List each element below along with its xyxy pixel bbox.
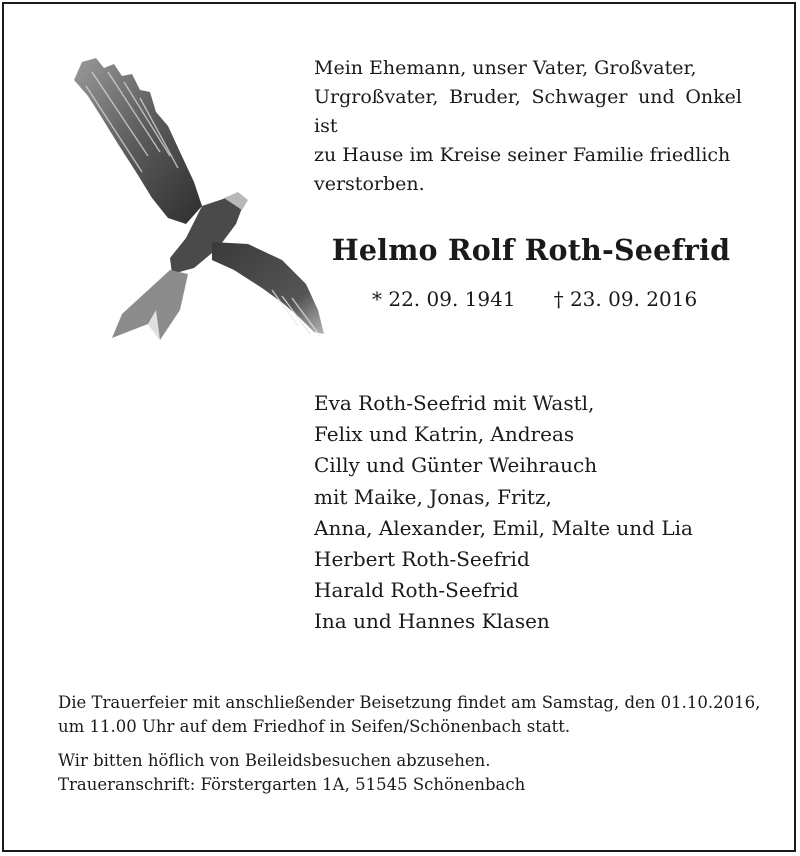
family-member: Cilly und Günter Weihrauch [314,453,598,478]
intro-text [314,54,742,199]
condolence-note: Wir bitten höflich von Beileidsbesuchen abzusehen. [58,751,491,770]
family-list [314,388,754,638]
red-kite-bird-icon [52,48,332,378]
family-member: Harald Roth-Seefrid [314,578,519,603]
family-member: Ina und Hannes Klasen [314,609,550,634]
family-member: Eva Roth-Seefrid mit Wastl, [314,391,595,415]
family-member: Herbert Roth-Seefrid [314,547,530,572]
intro-line: Mein Ehemann, unser Vater, Großvater, [314,57,697,79]
death-date: † 23. 09. 2016 [553,287,698,311]
family-member: Felix und Katrin, Andreas [314,422,575,447]
ceremony-line: um 11.00 Uhr auf dem Friedhof in Seifen/Schönenbach statt. [58,717,571,736]
family-member: mit Maike, Jonas, Fritz, [314,484,552,509]
intro-line: verstorben. [314,173,425,195]
ceremony-line: Die Trauerfeier mit anschließender Beisetzung findet am Samstag, den 01.10.2016, [58,693,761,712]
birth-date: * 22. 09. 1941 [372,287,516,311]
mourning-address: Traueranschrift: Förstergarten 1A, 51545 Schönenbach [58,775,526,794]
intro-line: Urgroßvater, Bruder, Schwager und Onkel ist [314,86,742,137]
life-dates [372,287,697,311]
notes-section [58,691,761,797]
family-member: Anna, Alexander, Emil, Malte und Lia [314,515,693,540]
deceased-name: Helmo Rolf Roth-Seefrid [331,233,731,267]
intro-line: zu Hause im Kreise seiner Familie friedlich [314,144,731,166]
